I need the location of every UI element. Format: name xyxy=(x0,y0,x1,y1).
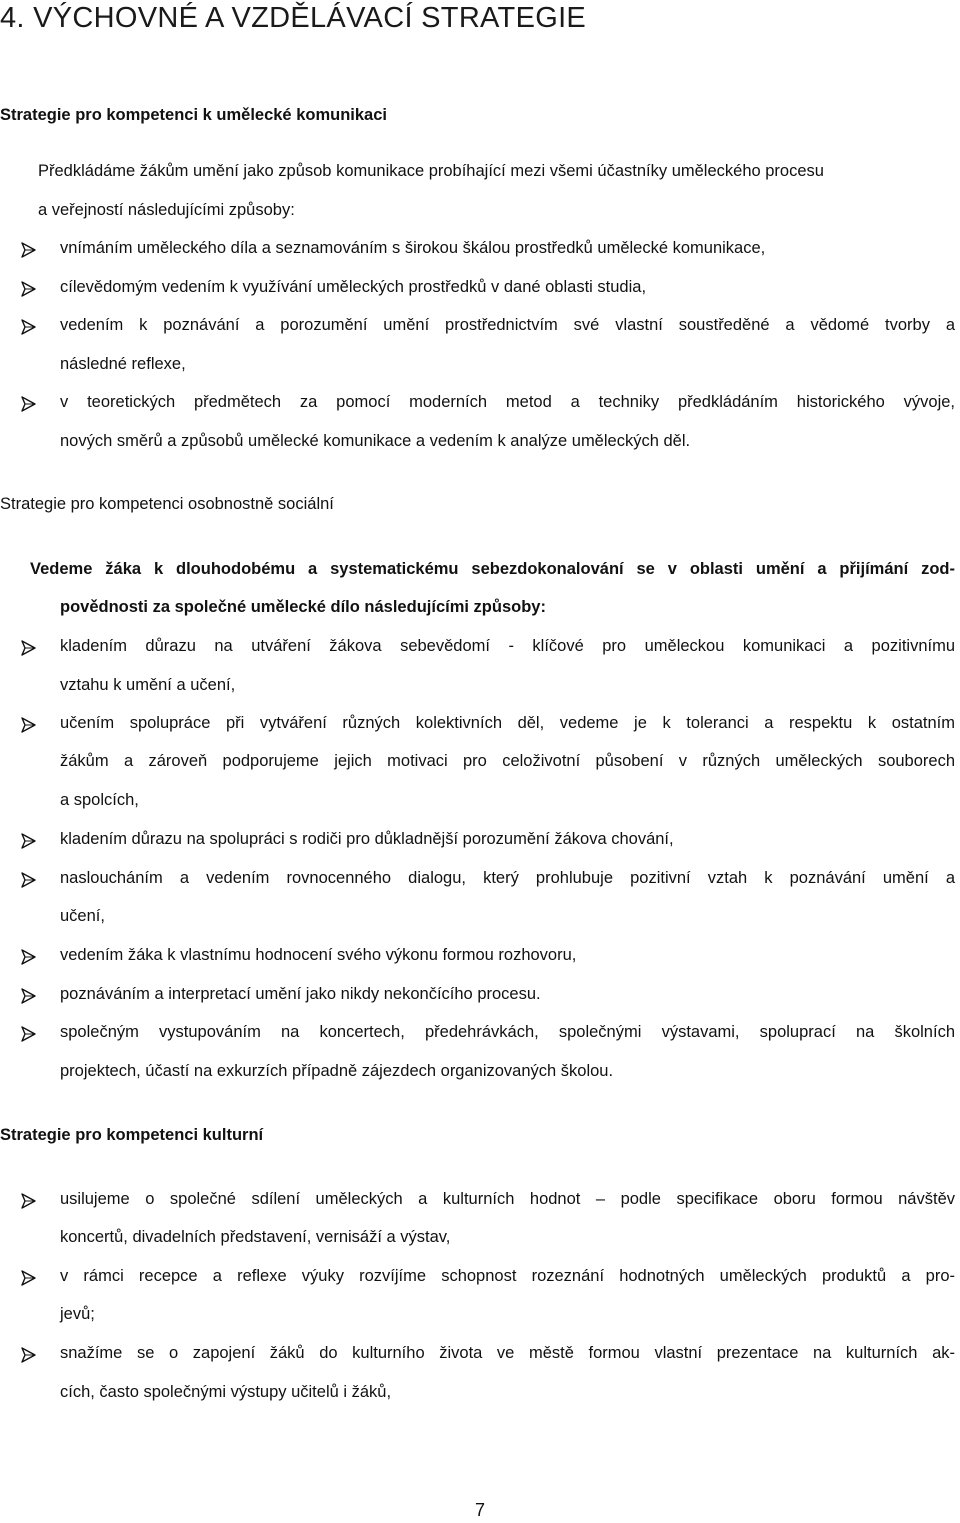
list-item-line: společným vystupováním na koncertech, předehrávkách, společnými výstavami, spoluprací na školních xyxy=(60,1023,955,1041)
arrowhead-bullet-icon xyxy=(20,717,36,733)
list-item-line: jevů; xyxy=(60,1305,95,1323)
list-item-line: koncertů, divadelních představení, vernisáží a výstav, xyxy=(60,1228,451,1246)
list-item-line: kladením důrazu na spolupráci s rodiči pro důkladnější porozumění žákova chování, xyxy=(60,830,674,848)
chapter-title: 4. VÝCHOVNÉ A VZDĚLÁVACÍ STRATEGIE xyxy=(0,2,587,34)
section-intro-line: Předkládáme žákům umění jako způsob komunikace probíhající mezi všemi účastníky uměleckého procesu xyxy=(38,162,824,180)
list-item-line: v teoretických předmětech za pomocí moderních metod a techniky předkládáním historického vývoje, xyxy=(60,393,955,411)
list-item-line: poznáváním a interpretací umění jako nikdy nekončícího procesu. xyxy=(60,985,541,1003)
arrowhead-bullet-icon xyxy=(20,1026,36,1042)
arrowhead-bullet-icon xyxy=(20,1347,36,1363)
list-item-line: cílevědomým vedením k využívání uměleckých prostředků v dané oblasti studia, xyxy=(60,278,647,296)
list-item-line: cích, často společnými výstupy učitelů i žáků, xyxy=(60,1383,392,1401)
list-item-line: vztahu k umění a učení, xyxy=(60,676,236,694)
arrowhead-bullet-icon xyxy=(20,1193,36,1209)
section-heading: Strategie pro kompetenci osobnostně sociální xyxy=(0,495,334,513)
list-item-line: usilujeme o společné sdílení uměleckých a kulturních hodnot – podle specifikace oboru formou návštěv xyxy=(60,1190,955,1208)
list-item-line: a spolcích, xyxy=(60,791,139,809)
list-item-line: vedením k poznávání a porozumění umění prostřednictvím své vlastní soustředěné a vědomé tvorby a xyxy=(60,316,955,334)
list-item-line: v rámci recepce a reflexe výuky rozvíjíme schopnost rozeznání hodnotných uměleckých produktů a pro- xyxy=(60,1267,955,1285)
list-item-line: projektech, účastí na exkurzích případně zájezdech organizovaných školou. xyxy=(60,1062,614,1080)
section-intro-line: Vedeme žáka k dlouhodobému a systematickému sebezdokonalování se v oblasti umění a přijímání zod- xyxy=(30,560,955,578)
arrowhead-bullet-icon xyxy=(20,1270,36,1286)
list-item-line: kladením důrazu na utváření žákova sebevědomí - klíčové pro uměleckou komunikaci a pozitivnímu xyxy=(60,637,955,655)
list-item-line: nasloucháním a vedením rovnocenného dialogu, který prohlubuje pozitivní vztah k poznávání umění a xyxy=(60,869,955,887)
page-number: 7 xyxy=(474,1500,485,1520)
list-item-line: vnímáním uměleckého díla a seznamováním s širokou škálou prostředků umělecké komunikace, xyxy=(60,239,766,257)
list-item-line: nových směrů a způsobů umělecké komunikace a vedením k analýze uměleckých děl. xyxy=(60,432,691,450)
arrowhead-bullet-icon xyxy=(20,281,36,297)
arrowhead-bullet-icon xyxy=(20,319,36,335)
arrowhead-bullet-icon xyxy=(20,396,36,412)
section-intro-line: a veřejností následujícími způsoby: xyxy=(38,201,295,219)
list-item-line: žákům a zároveň podporujeme jejich motivaci pro celoživotní působení v různých uměleckých souborech xyxy=(60,752,955,770)
arrowhead-bullet-icon xyxy=(20,833,36,849)
arrowhead-bullet-icon xyxy=(20,242,36,258)
list-item-line: následné reflexe, xyxy=(60,355,186,373)
arrowhead-bullet-icon xyxy=(20,988,36,1004)
section-heading: Strategie pro kompetenci k umělecké komunikaci xyxy=(0,106,387,124)
arrowhead-bullet-icon xyxy=(20,640,36,656)
arrowhead-bullet-icon xyxy=(20,872,36,888)
list-item-line: učení, xyxy=(60,907,105,925)
list-item-line: snažíme se o zapojení žáků do kulturního života ve městě formou vlastní prezentace na kulturních ak- xyxy=(60,1344,955,1362)
list-item-line: vedením žáka k vlastnímu hodnocení svého výkonu formou rozhovoru, xyxy=(60,946,577,964)
list-item-line: učením spolupráce při vytváření různých kolektivních děl, vedeme je k toleranci a respektu k ostatním xyxy=(60,714,955,732)
section-heading: Strategie pro kompetenci kulturní xyxy=(0,1126,264,1144)
arrowhead-bullet-icon xyxy=(20,949,36,965)
section-intro-line: povědnosti za společné umělecké dílo následujícími způsoby: xyxy=(60,598,546,616)
